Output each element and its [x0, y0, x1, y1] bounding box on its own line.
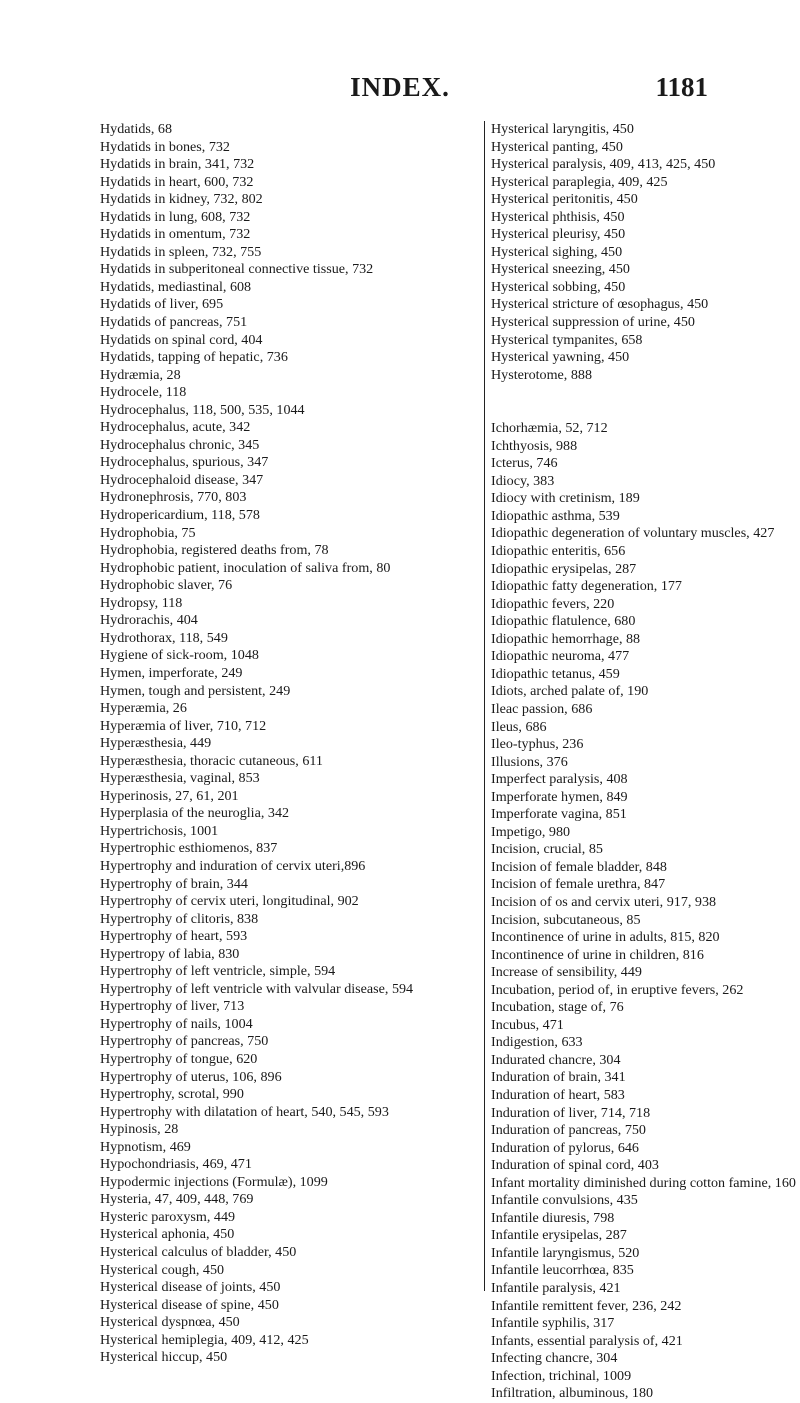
index-entry: Imperfect paralysis, 408	[491, 771, 628, 788]
index-entry: Hyperplasia of the neuroglia, 342	[100, 805, 290, 822]
index-entry: Idiots, arched palate of, 190	[491, 683, 649, 700]
index-entry: Hyperinosis, 27, 61, 201	[100, 787, 239, 804]
index-entry: Hyperæsthesia, thoracic cutaneous, 611	[100, 752, 323, 769]
index-entry: Hysteric paroxysm, 449	[100, 1208, 236, 1225]
index-entry: Incision, subcutaneous, 85	[491, 911, 641, 928]
index-entry: Hypertrophy of uterus, 106, 896	[100, 1068, 282, 1085]
index-entry: Infant mortality diminished during cotton famine, 160	[491, 1174, 796, 1191]
index-entry: Hymen, imperforate, 249	[100, 664, 243, 681]
index-entry: Hypertrophy of heart, 593	[100, 928, 248, 945]
index-entry: Idiopathic flatulence, 680	[491, 613, 636, 630]
index-entry: Hydropericardium, 118, 578	[100, 507, 260, 524]
index-entry: Idiocy with cretinism, 189	[491, 490, 640, 507]
index-entry: Hypinosis, 28	[100, 1121, 179, 1138]
index-entry: Idiopathic hemorrhage, 88	[491, 630, 641, 647]
index-entry: Hydrocele, 118	[100, 384, 187, 401]
index-entry: Hysterical phthisis, 450	[491, 208, 625, 225]
index-entry: Hydrophobia, 75	[100, 524, 196, 541]
index-entry: Hypertrophy of nails, 1004	[100, 1015, 253, 1032]
index-entry: Hydatids in heart, 600, 732	[100, 173, 254, 190]
index-entry: Indurated chancre, 304	[491, 1051, 621, 1068]
index-entry: Hypertrophy of brain, 344	[100, 875, 248, 892]
index-entry: Hydrothorax, 118, 549	[100, 629, 228, 646]
index-entry: Idiopathic asthma, 539	[491, 507, 620, 524]
index-entry: Hydrorachis, 404	[100, 612, 198, 629]
index-entry: Indigestion, 633	[491, 1034, 583, 1051]
index-entry: Ichthyosis, 988	[491, 437, 578, 454]
index-entry: Hysterical dyspnœa, 450	[100, 1314, 240, 1331]
index-entry: Hypertrophy of clitoris, 838	[100, 910, 259, 927]
index-entry: Illusions, 376	[491, 753, 568, 770]
index-entry: Hysterical panting, 450	[491, 138, 623, 155]
index-entry: Infantile remittent fever, 236, 242	[491, 1297, 682, 1314]
index-entry: Hysterotome, 888	[491, 366, 592, 383]
index-entry: Ileus, 686	[491, 718, 547, 735]
index-group-i	[491, 420, 800, 1403]
index-entry: Hypertrophy of left ventricle, simple, 594	[100, 963, 336, 980]
index-entry: Hysterical cough, 450	[100, 1261, 225, 1278]
index-entry: Hysterical paralysis, 409, 413, 425, 450	[491, 156, 716, 173]
page-title: INDEX.	[350, 72, 450, 102]
index-entry: Hydrophobic patient, inoculation of saliva from, 80	[100, 559, 391, 576]
index-entry: Induration of brain, 341	[491, 1069, 626, 1086]
index-entry: Idiopathic enteritis, 656	[491, 543, 626, 560]
index-entry: Infection, trichinal, 1009	[491, 1367, 632, 1384]
index-entry: Hydatids in spleen, 732, 755	[100, 243, 262, 260]
index-entry: Hysterical disease of joints, 450	[100, 1279, 281, 1296]
index-entry: Impetigo, 980	[491, 823, 571, 840]
index-entry: Hydatids in kidney, 732, 802	[100, 191, 263, 208]
index-entry: Hysterical sobbing, 450	[491, 278, 626, 295]
index-entry: Hypochondriasis, 469, 471	[100, 1156, 252, 1173]
index-column-left	[100, 121, 478, 1367]
index-entry: Hysterical laryngitis, 450	[491, 121, 634, 137]
index-entry: Hydatids, tapping of hepatic, 736	[100, 349, 288, 366]
index-entry: Infecting chancre, 304	[491, 1350, 618, 1367]
index-entry: Infantile syphilis, 317	[491, 1315, 615, 1332]
index-entry: Hysterical pleurisy, 450	[491, 226, 626, 243]
index-entry: Hysterical paraplegia, 409, 425	[491, 173, 668, 190]
index-entry: Infants, essential paralysis of, 421	[491, 1332, 683, 1349]
index-entry: Idiopathic fevers, 220	[491, 595, 615, 612]
index-entry: Hypertrophy with dilatation of heart, 540, 545, 593	[100, 1103, 389, 1120]
index-entry: Hymen, tough and persistent, 249	[100, 682, 291, 699]
index-group-h	[491, 121, 800, 384]
index-entry: Induration of pylorus, 646	[491, 1139, 639, 1156]
index-entry: Incubation, period of, in eruptive fevers, 262	[491, 981, 744, 998]
index-entry: Hypertrophy and induration of cervix uteri,896	[100, 857, 366, 874]
index-entry: Hydatids in lung, 608, 732	[100, 208, 251, 225]
index-entry: Hygiene of sick-room, 1048	[100, 647, 259, 664]
index-entry: Induration of liver, 714, 718	[491, 1104, 651, 1121]
index-entry: Incontinence of urine in adults, 815, 820	[491, 929, 720, 946]
index-entry: Hysterical hiccup, 450	[100, 1349, 228, 1366]
index-entry: Incubus, 471	[491, 1016, 564, 1033]
index-entry: Idiopathic fatty degeneration, 177	[491, 578, 682, 595]
index-entry: Infantile erysipelas, 287	[491, 1227, 627, 1244]
index-entry: Idiopathic erysipelas, 287	[491, 560, 637, 577]
index-entry: Hypertrophic esthiomenos, 837	[100, 840, 278, 857]
index-entry: Hydatids in brain, 341, 732	[100, 156, 255, 173]
index-entry: Ileac passion, 686	[491, 700, 593, 717]
index-entry: Induration of spinal cord, 403	[491, 1157, 659, 1174]
index-entry: Hypodermic injections (Formulæ), 1099	[100, 1173, 328, 1190]
index-entry: Hypertrichosis, 1001	[100, 822, 219, 839]
index-entry: Idiocy, 383	[491, 472, 555, 489]
index-entry: Incision, crucial, 85	[491, 841, 603, 858]
index-entry: Hydrocephaloid disease, 347	[100, 471, 264, 488]
index-entry: Idiopathic tetanus, 459	[491, 665, 620, 682]
index-entry: Hysterical hemiplegia, 409, 412, 425	[100, 1331, 309, 1348]
page-header	[0, 72, 800, 106]
index-entry: Hyperæmia of liver, 710, 712	[100, 717, 267, 734]
index-entry: Incontinence of urine in children, 816	[491, 946, 704, 963]
index-entry: Infantile laryngismus, 520	[491, 1244, 640, 1261]
index-entry: Hydatids, mediastinal, 608	[100, 278, 252, 295]
index-entry: Hypertrophy of cervix uteri, longitudinal, 902	[100, 893, 359, 910]
index-entry: Hypertrophy, scrotal, 990	[100, 1086, 244, 1103]
index-entry: Hydatids, 68	[100, 121, 173, 137]
index-entry: Hysteria, 47, 409, 448, 769	[100, 1191, 254, 1208]
index-entry: Hydrocephalus, spurious, 347	[100, 454, 269, 471]
index-entry: Induration of pancreas, 750	[491, 1122, 646, 1139]
index-entry: Hydræmia, 28	[100, 366, 181, 383]
index-entry: Incision of female bladder, 848	[491, 858, 667, 875]
index-entry: Hydatids in subperitoneal connective tissue, 732	[100, 261, 374, 278]
index-entry: Ileo-typhus, 236	[491, 736, 584, 753]
index-entry: Hydatids on spinal cord, 404	[100, 331, 263, 348]
index-entry: Hydrocephalus chronic, 345	[100, 436, 260, 453]
index-entry: Increase of sensibility, 449	[491, 964, 642, 981]
index-entry: Hydatids in omentum, 732	[100, 226, 251, 243]
index-entry: Hydatids of liver, 695	[100, 296, 224, 313]
index-entry: Idiopathic degeneration of voluntary muscles, 427	[491, 525, 775, 542]
index-entry: Infantile diuresis, 798	[491, 1209, 615, 1226]
index-entry: Incision of os and cervix uteri, 917, 938	[491, 893, 717, 910]
index-entry: Hysterical stricture of œsophagus, 450	[491, 296, 709, 313]
index-entry: Hysterical yawning, 450	[491, 349, 630, 366]
index-entry: Hysterical disease of spine, 450	[100, 1296, 279, 1313]
index-entry: Incision of female urethra, 847	[491, 876, 666, 893]
index-entry: Hypertrophy of tongue, 620	[100, 1050, 258, 1067]
index-entry: Hysterical calculus of bladder, 450	[100, 1244, 297, 1260]
index-entry: Incubation, stage of, 76	[491, 999, 624, 1016]
index-entry: Hydrophobia, registered deaths from, 78	[100, 542, 329, 559]
section-gap	[491, 384, 800, 420]
index-entry: Hyperæmia, 26	[100, 700, 187, 717]
index-entry: Hypertrophy of liver, 713	[100, 998, 245, 1015]
index-entry: Hysterical sighing, 450	[491, 243, 623, 260]
index-entry: Hydatids in bones, 732	[100, 138, 230, 155]
index-entry: Infantile leucorrhœa, 835	[491, 1262, 634, 1279]
index-entry: Hysterical tympanites, 658	[491, 331, 643, 348]
index-entry: Hydatids of pancreas, 751	[100, 314, 248, 331]
index-entry: Hypertropy of labia, 830	[100, 945, 240, 962]
index-entry: Hypnotism, 469	[100, 1138, 191, 1155]
index-entry: Hysterical aphonia, 450	[100, 1226, 235, 1243]
index-entry: Idiopathic neuroma, 477	[491, 648, 630, 665]
index-entry: Hyperæsthesia, vaginal, 853	[100, 770, 260, 787]
index-entry: Hypertrophy of pancreas, 750	[100, 1033, 269, 1050]
index-entry: Hydronephrosis, 770, 803	[100, 489, 247, 506]
index-entry: Hydrocephalus, 118, 500, 535, 1044	[100, 401, 305, 418]
index-entry: Hysterical suppression of urine, 450	[491, 314, 695, 331]
index-entry: Hypertrophy of left ventricle with valvular disease, 594	[100, 980, 414, 997]
index-entry: Imperforate vagina, 851	[491, 806, 627, 823]
index-entry: Icterus, 746	[491, 455, 558, 472]
index-entry: Hydrophobic slaver, 76	[100, 577, 233, 594]
index-column-right	[484, 121, 800, 1402]
index-entry: Hydropsy, 118	[100, 594, 183, 611]
index-entry: Infiltration, albuminous, 180	[491, 1385, 654, 1402]
index-entry: Induration of heart, 583	[491, 1086, 625, 1103]
index-entry: Infantile convulsions, 435	[491, 1192, 638, 1209]
index-entry: Imperforate hymen, 849	[491, 788, 628, 805]
index-entry: Infantile paralysis, 421	[491, 1280, 621, 1296]
index-entry: Ichorhæmia, 52, 712	[491, 420, 608, 437]
index-entry: Hydrocephalus, acute, 342	[100, 419, 251, 436]
index-entry: Hyperæsthesia, 449	[100, 735, 212, 752]
page-number: 1181	[655, 72, 708, 102]
index-entry: Hysterical peritonitis, 450	[491, 191, 638, 208]
index-entry: Hysterical sneezing, 450	[491, 261, 630, 278]
